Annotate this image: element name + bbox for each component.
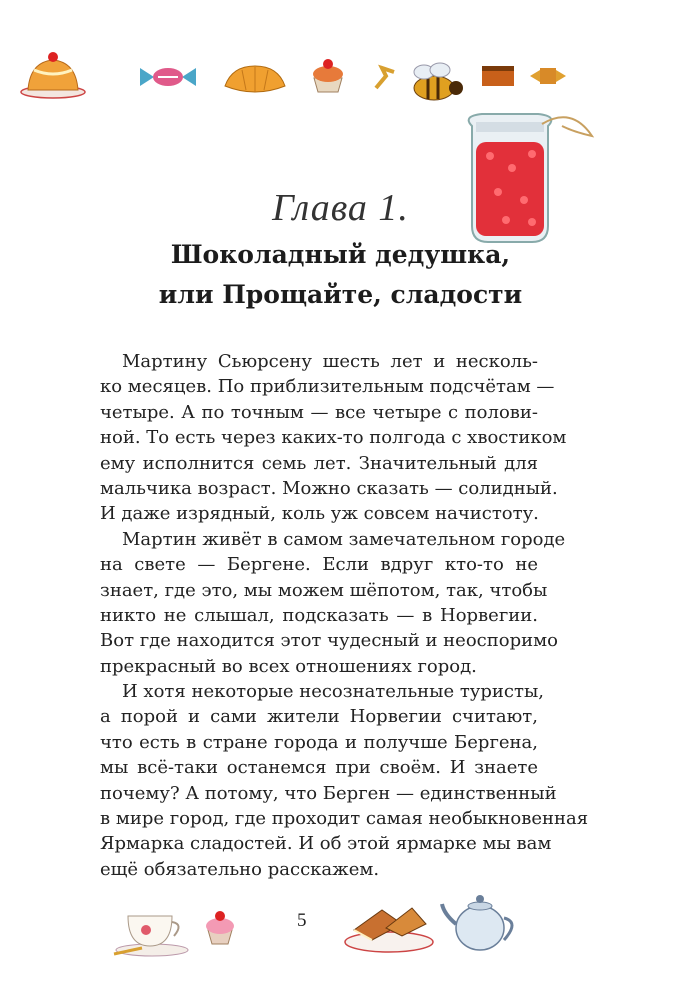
body-text (100, 349, 589, 882)
text-line: Мартину Сьюрсену шесть лет и несколь- (122, 351, 538, 372)
text-line: мальчика возраст. Можно сказать — солидный. (100, 477, 558, 499)
text-line: в мире город, где проходит самая необыкновенная (100, 808, 589, 830)
text-line: И даже изрядный, коль уж совсем начистоту. (100, 503, 539, 525)
candy-illustration (138, 62, 198, 92)
chapter-title-line-1: Шоколадный дедушка, (170, 240, 511, 269)
text-line: ной. То есть через каких-то полгода с хвостиком (100, 427, 567, 449)
text-line: знает, где это, мы можем шёпотом, так, чтобы (100, 579, 548, 601)
text-line: ещё обязательно расскажем. (100, 858, 380, 880)
text-line: Вот где находится этот чудесный и неоспоримо (100, 630, 558, 652)
cake-slices-illustration (342, 894, 436, 954)
croissant-illustration (222, 62, 288, 94)
text-line: никто не слышал, подсказать — в Норвегии. (100, 604, 538, 626)
teacup-illustration (112, 896, 192, 958)
text-line: мы всё-таки останемся при своём. И знаете (100, 757, 538, 779)
cupcake-small-illustration (198, 906, 242, 950)
text-line: четыре. А по точным — все четыре с полови- (100, 401, 538, 423)
page-number: 5 (297, 910, 307, 931)
text-line: ему исполнится семь лет. Значительный для (100, 452, 538, 474)
teapot-illustration (440, 884, 524, 956)
chapter-label: Глава 1. (272, 187, 409, 229)
text-line: а порой и сами жители Норвегии считают, (100, 706, 538, 728)
text-line: ко месяцев. По приблизительным подсчётам — (100, 376, 555, 398)
text-line: почему? А потому, что Берген — единственный (100, 782, 557, 804)
text-line: прекрасный во всех отношениях город. (100, 655, 477, 677)
caramel-illustration (478, 56, 568, 96)
text-line: Мартин живёт в самом замечательном городе (122, 528, 566, 550)
pudding-illustration (18, 48, 88, 100)
text-line: на свете — Бергене. Если вдруг кто-то не (100, 554, 538, 576)
chapter-title-line-2: или Прощайте, сладости (158, 280, 523, 309)
cupcake-illustration (306, 52, 350, 96)
text-line: что есть в стране города и получше Бергена, (100, 731, 538, 753)
text-line: И хотя некоторые несознательные туристы, (122, 681, 545, 703)
text-line: Ярмарка сладостей. И об этой ярмарке мы вам (100, 833, 552, 855)
bee-illustration (372, 58, 472, 110)
